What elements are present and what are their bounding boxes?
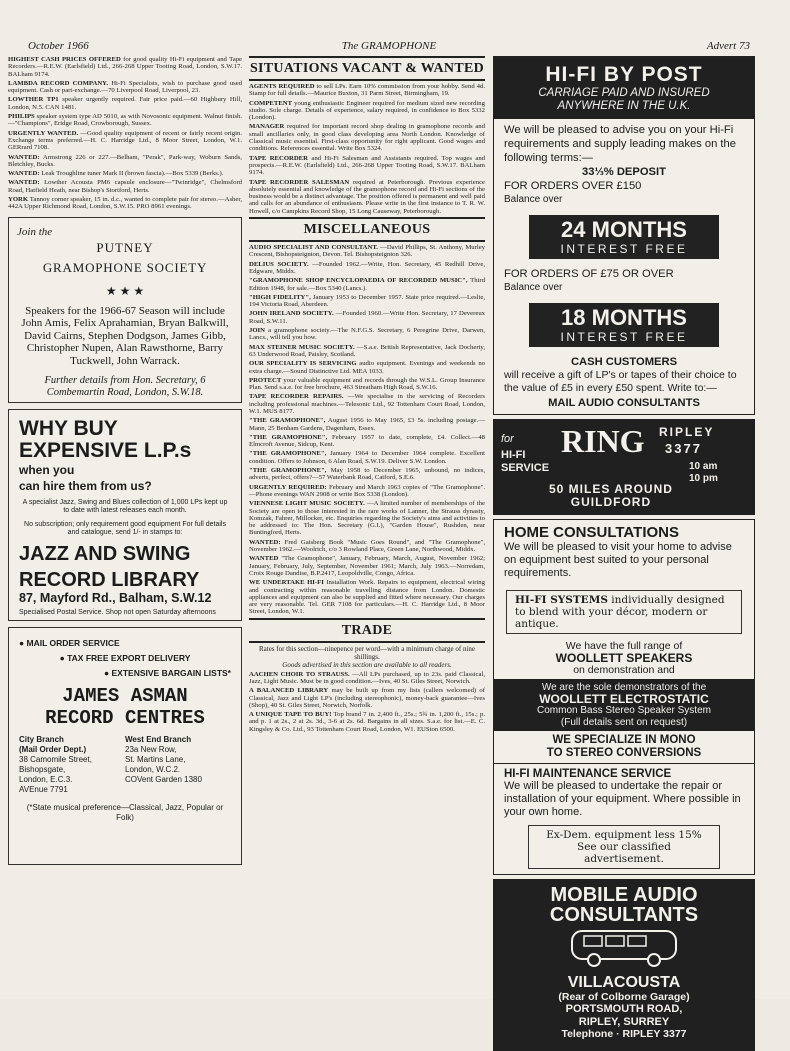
company-name-1: JAMES ASMAN [62,684,188,707]
18-months-banner: 18 MONTHS INTEREST FREE [529,303,719,347]
headline-1: WHY BUY [19,416,118,440]
home-body: We will be pleased to visit your home to advise on equipment best suited to your personal requirements. [504,541,732,579]
ring-ripley-ad [493,419,755,515]
balance-over-1: Balance over [504,194,563,205]
classified-ad: MANAGER required for important record shop dealing in gramophone records and small ancillaries only, in good class developing area North London. Knowledge of Classical music essential. First-class opportunity for right applicant. Good wages and conditions. References essential. Write Box 5324. [249,123,485,153]
middle-column [249,56,485,735]
bullet-mail-order: ● MAIL ORDER SERVICE [19,637,120,648]
classified-ad: VIENNESE LIGHT MUSIC SOCIETY. —A limited number of memberships of the Society are open to those interested in the rare works of Lanner, the Strauss dynasty, Komzak, Fahrer, Millocker, etc. Enquiries regarding the Society's aims and activities to be addressed to: The Hon. Secretary (G.I.), "Garden House", Rushden, near Buntingford, Herts. [249,500,485,537]
trade-heading: TRADE [249,618,485,643]
library-name-2: RECORD LIBRARY [19,568,200,591]
classified-ad: WANTED: Lowther Acousta PM6 capsule enclosure—"Twinridge", Chelmsford Road, Hatfield Heath, near Bishop's Stortford, Herts. [8,179,243,194]
trade-rates: Rates for this section—ninepence per word—with a minimum charge of nine shillings. [258,644,476,661]
terms-intro: We will be pleased to advise you on your Hi-Fi requirements and supply leading makes on the following terms:— 33⅓% DEPOSIT FOR ORDERS OVER £150 Balance over [494,119,754,211]
classified-ad: DELIUS SOCIETY. —Founded 1962.—Write, Hon. Secretary, 45 Redhill Drive, Edgware, Middx. [249,260,486,275]
city-branch: City Branch (Mail Order Dept.) 38 Camomile Street, Bishopsgate, London, E.C.3. AVEnue 7791 [19,734,92,794]
page-number: Advert 73 [706,40,750,52]
classified-ad: WE UNDERTAKE HI-FI Installation Work. Repairs to equipment, electrical wiring and contracting within reasonable travelling distance from London. Domestic appliances and equipment can also be supplied and fitted where necessary. Our charges are very reasonable. Tel. GER 7108 for particulars.—H. C. Harridge Ltd., 8 Moor Street, London, W.1. [249,579,485,616]
opening-hours: 10 am 10 pm [689,461,718,484]
classified-ad: "THE GRAMOPHONE", January 1964 to December 1964 complete. Excellent condition. Offers to Johnson, 6 Alan Road, S.W.19. Deliver S.W. London. [249,450,485,465]
classified-ad: LAMBDA RECORD COMPANY. Hi-Fi Specialists, wish to purchase good used equipment. Cash or part-exchange.—70 Liverpool Road, Liverpool, 23. [8,79,243,95]
library-address: 87, Mayford Rd., Balham, S.W.12 [19,590,212,605]
deposit-label: 33⅓% DEPOSIT [582,166,666,178]
collection-text: A specialist Jazz, Swing and Blues collection of 1,000 LPs kept up to date with latest releases each month. [22,498,228,515]
classified-ad: WANTED "The Gramophone", January, February, March, August, November 1962; January, February, July, September, November 1961; March, July 1963.—Norredam, Croix Rouge Dandise, B.P.2417, Leopoldville, Congo, Africa. [249,555,486,577]
24-months-banner: 24 MONTHS INTEREST FREE [529,215,719,259]
classified-ad: "THE GRAMOPHONE", August 1956 to May 1965, £3 5s. including postage.—Mann, 25 Benham Gardens, Dagenham, Essex. [249,417,486,432]
branch-addresses [19,735,231,795]
classified-ad: AACHEN CHOIR TO STRAUSS. —All LPs purchased, up to 23s. paid Classical, Jazz, Light Music. Must be in good condition.—Ives, 40 St. Giles Street, Norwich. [249,670,485,685]
page-header [28,40,750,56]
footnote: (*State musical preference—Classical, Jazz, Popular or Folk) [26,802,224,822]
woollett-electrostatic-banner: We are the sole demonstrators of the WOOLLETT ELECTROSTATIC Common Bass Stereo Speaker System (Full details sent on request) [494,679,754,731]
classified-ad: PHILIPS speaker system type AD 5010, as with Novosonic equipment. Walnut finish.—"Champions", Eridge Road, Crowborough, Sussex. [8,113,242,128]
classified-ad: COMPETENT young enthusiastic Engineer required for medium sized new recording studio. Sole charge. Details of experience, salary required, in confidence to Box 5332 (London). [249,99,485,122]
left-column [8,56,242,865]
stars-ornament: ★ ★ ★ [105,283,145,298]
headline-3: when you [19,462,75,477]
society-name-line1: PUTNEY [96,239,154,255]
james-asman-ad [8,627,242,865]
mobile-road: PORTSMOUTH ROAD, [565,1003,683,1015]
mail-audio-name: MAIL AUDIO CONSULTANTS [548,397,700,409]
bullet-bargain-lists: ● EXTENSIVE BARGAIN LISTS* [104,667,231,678]
mono-stereo: WE SPECIALIZE IN MONO TO STEREO CONVERSIONS [494,731,754,764]
classified-ad: WANTED: Armstrong 226 or 227.—Belham, "Perak", Park-way, Woburn Sands, Bletchley, Bucks. [8,153,242,168]
classified-ad: MAX STEINER MUSIC SOCIETY. —S.a.e. British Representative, Jack Docherty, 63 Underwood Road, Paisley, Scotland. [249,343,485,358]
classified-ad: A UNIQUE TAPE TO BUY! Top brand 7 in. 2,400 ft., 25s.; 5¾ in. 1,200 ft., 15s.; p. and p. 1 at 2s., 2 at 2s. 3d., 3-6 at 2s. 6d. Bargains in all sizes. S.a.e. for list.—E. C. Kingsley & Co. Ltd., 93 Tottenham Court Road, London, W1. EUSton 6500. [249,711,485,733]
classified-ad: TAPE RECORDER and Hi-Fi Salesman and Assistants required. Top wages and prospects.—R.E.W. (Earlsfield) Ltd., 266-268 Upper Tooting Road, S.W.17. BALham 9174. [249,154,486,177]
home-consultations-body [494,520,754,584]
ring-word: RING [561,423,645,459]
putney-society-ad [8,217,242,403]
hifi-systems-box: HI-FI SYSTEMS individually designed to blend with your décor, modern or antique. [506,590,742,634]
classified-ad: LOWTHER TP1 speaker urgently required. Fair price paid.—60 Highbury Hill, London, N.5. CAN 1481. [8,96,242,111]
classified-ad: YORK Tannoy corner speaker, 15 in. d.c., wanted to complete pair for stereo.—Asher, 442A Upper Richmond Road, London, S.W.15. PRO 8961 evenings. [8,196,242,211]
headline-4: can hire them from us? [19,478,152,493]
publication-title: The GRAMOPHONE [341,40,437,52]
orders-over-150: FOR ORDERS OVER £150 [504,180,642,192]
classified-ad: "HIGH FIDELITY", January 1953 to December 1957. State price required.—Leslie, 194 Victoria Road, Aberdeen. [249,293,486,309]
banner-title: HI-FI BY POST [545,63,703,86]
bullet-tax-free: ● TAX FREE EXPORT DELIVERY [59,652,191,663]
classified-ad: TAPE RECORDER SALESMAN required at Peterborough. Previous experience absolutely essential and knowledge of the gramophone record and Hi-Fi sections of the business would be a distinct advantage. The position offered is permanent and well paid and calls for an abundance of enthusiasm. Please write in the first instance to T. R. W. Howell, c/o Campkins Record Shop, 15 Long Causeway, Peterborough. [249,178,486,215]
secretary-address: Further details from Hon. Secretary, 6 Combemartin Road, London, S.W.18. [44,375,206,399]
mobile-line-1: MOBILE AUDIO [550,884,698,906]
speakers-text: Speakers for the 1966-67 Season will include John Amis, Felix Aprahamian, Bryan Balkwill, David Cairns, Stephen Dodgson, James Gibb, Christopher Nupen, Alan Rawsthorne, Barry Tuckwell, John Warrack. [21,304,229,367]
banner-sub-2: ANYWHERE IN THE U.K. [557,100,691,112]
classified-ad: WANTED: Leak Troughline tuner Mark II (brown fascia).—Box 5339 (Berks.). [8,170,224,178]
mobile-audio-ad [493,879,755,1051]
banner-sub-1: CARRIAGE PAID AND INSURED [538,87,710,99]
situations-heading: SITUATIONS VACANT & WANTED [249,56,485,81]
ex-dem-box: Ex-Dem. equipment less 15% See our classified advertisement. [528,825,720,869]
classified-ad: JOIN a gramophone society.—The N.F.G.S. Secretary, 6 Peregrine Drive, Darwen, Lancs., will tell you how. [249,327,485,342]
home-title: HOME CONSULTATIONS [504,524,679,541]
society-name-line2: GRAMOPHONE SOCIETY [42,259,208,275]
classified-ad: OUR SPECIALITY IS SERVICING audio equipment. Evenings and weekends no extra charge.—Sound Distinctive Ltd. MEA 1033. [249,360,486,375]
west-end-branch: West End Branch 23a New Row, St. Martins Lane, London, W.C.2. COVent Garden 1380 [125,734,202,784]
classified-ad: AUDIO SPECIALIST AND CONSULTANT. —David Phillips, St. Anthony, Murley Crescent, Bishopsteignton, Devon. Tel. Bishopsteignton 326. [249,244,486,259]
cash-customers-block: CASH CUSTOMERS will receive a gift of LP's or tapes of their choice to the value of £5 in every £50 spent. Write to:— MAIL AUDIO CONSULTANTS [494,351,754,414]
classified-ad: URGENTLY WANTED. —Good quality equipment of recent or fairly recent origin. Exchange terms preferred.—H. C. Harridge Ltd., 8 Moor Street, London, W.1. GERrard 7108. [8,129,242,152]
mobile-line-2: CONSULTANTS [549,904,699,926]
right-column [493,56,755,1051]
phone-number: 3377 [665,441,702,456]
van-icon [564,927,684,969]
classified-ad: PROTECT your valuable equipment and records through the W.S.L. Group Insurance Plan. Send s.a.e. for free brochure, 463 Streatham High Road, S.W.16. [249,376,485,392]
subscription-text: No subscription; only requirement good equipment For full details and catalogue, send 1/- in stamps to: [24,520,226,537]
classified-ad: WANTED: Fred Gaisberg Book "Music Goes Round", and "The Gramophone", November 1962.—Woolrich, c/o 3 Rowland Place, Green Lane, Northwood, Middx. [249,538,485,554]
villacousta: VILLACOUSTA [567,974,681,991]
woollett-range: We have the full range of WOOLLETT SPEAKERS on demonstration and [555,640,693,676]
trade-note: Goods advertised in this section are available to all readers. [282,660,452,669]
headline-2: EXPENSIVE L.P.s [19,438,192,462]
company-name-2: RECORD CENTRES [45,706,205,729]
jazz-library-ad [8,409,242,621]
classified-ad: JOHN IRELAND SOCIETY. —Founded 1960.—Write Hon. Secretary, 17 Devereux Road, S.W.11. [249,310,486,325]
classified-ad: AGENTS REQUIRED to sell LPs. Earn 10% commission from your hobby. Send 4d. Stamp for full details.—Maurice Buxton, 31 Parm Street, Birmingham, 19. [249,83,486,98]
home-consultations-ad [493,519,755,875]
wanted-classifieds [8,56,242,211]
ripley-label: RIPLEY [659,425,715,439]
maintenance-block: HI-FI MAINTENANCE SERVICE We will be pleased to undertake the repair or installation of your equipment. Where possible in your own home. [504,768,741,818]
classified-ad: "THE GRAMOPHONE", May 1958 to December 1965, unbound, no indices, adverts, perfect, offers?—57 Waterbank Road, Catford, S.E.6. [249,467,486,482]
classified-ad: URGENTLY REQUIRED: February and March 1963 copies of "The Gramophone".—Phone evenings WAN 2908 or write Box 5338 (London). [249,483,485,498]
area-served: 50 MILES AROUND GUILDFORD [549,482,673,509]
ring-service: HI-FI SERVICE [501,449,550,474]
mobile-rear: (Rear of Colborne Garage) [558,991,690,1003]
classified-ad: HIGHEST CASH PRICES OFFERED for good quality Hi-Fi equipment and Tape Recorders.—R.E.W. (Earlsfield) Ltd., 266-268 Upper Tooting Road, London, S.W.17. BALham 9174. [8,56,243,78]
hifi-by-post-ad [493,56,755,415]
mobile-telephone: Telephone · RIPLEY 3377 [561,1028,687,1040]
hifi-by-post-banner [494,57,754,119]
issue-date: October 1966 [28,40,89,52]
classified-ad: TAPE RECORDER REPAIRS. —We specialise in the servicing of Recorders including professional machines.—Telesonic Ltd., 92 Tottenham Court Road, London, W.1. MUS 8177. [249,393,486,415]
join-label: Join the [17,225,53,238]
classified-ad: "THE GRAMOPHONE", February 1957 to date, complete, £4. Collect.—48 Elmcroft Avenue, Sidcup, Kent. [249,433,486,449]
library-name-1: JAZZ AND SWING [19,542,191,565]
orders-75-block: FOR ORDERS OF £75 OR OVER Balance over [504,268,674,293]
mobile-ripley: RIPLEY, SURREY [578,1015,670,1028]
miscellaneous-heading: MISCELLANEOUS [249,217,485,242]
classified-ad: "GRAMOPHONE SHOP ENCYCLOPAEDIA OF RECORDED MUSIC", Third Edition 1948, for sale.—Box 5340 (Lancs.). [249,277,485,292]
ring-for: for [501,433,514,445]
classified-ad: A BALANCED LIBRARY may be built up from my lists (callers welcomed) of Classical, Jazz and Light LP's (including stereophonic), money-back guarantee—Ives (Shop), 40 St. Giles Street, Norwich, Norfolk. [249,687,485,709]
service-note: Specialised Postal Service. Shop not open Saturday afternoons [19,608,216,616]
